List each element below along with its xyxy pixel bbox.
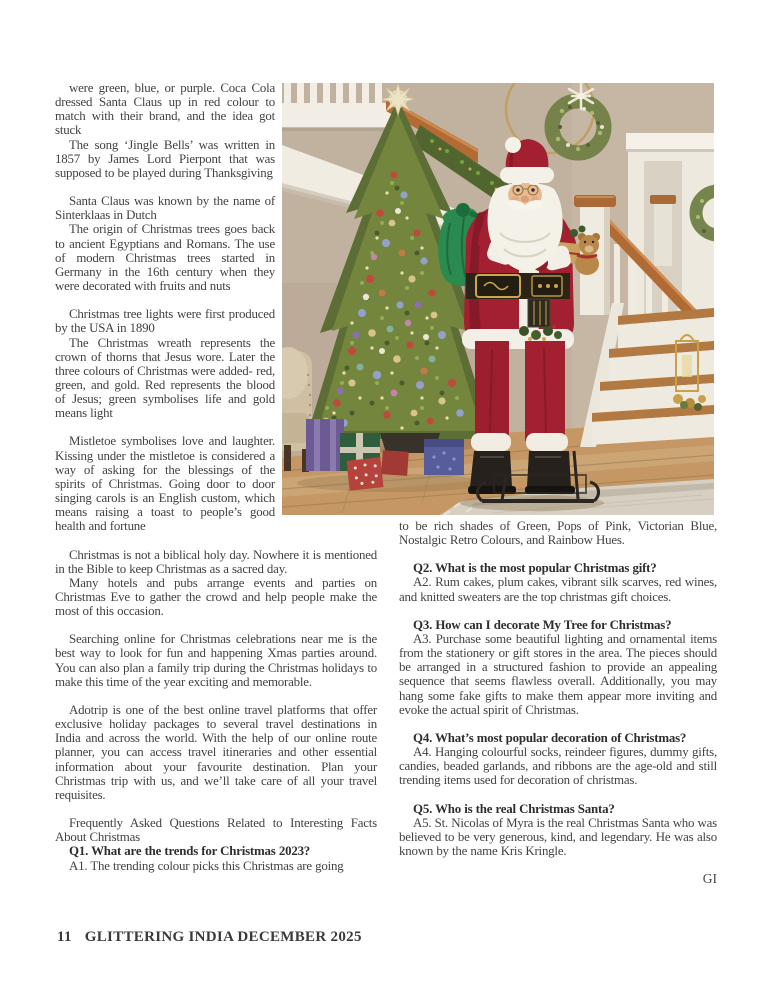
- paragraph-adotrip: Adotrip is one of the best online travel platforms that offer exclusive holiday packages to several travel destinations in India and across the world. With the help of our online route planner, you can access travel itineraries and other essential information about your favourite destination. Plan your Christmas trip with us, and we’ll take care of all your travel requisites.: [55, 702, 377, 802]
- question-q2: Q2. What is the most popular Christmas gift?: [413, 561, 657, 576]
- page-number: 11: [57, 929, 72, 945]
- paragraph-tree-lights: Christmas tree lights were first produced by the USA in 1890: [55, 307, 275, 336]
- santa-lantern: [528, 299, 550, 327]
- paragraph-searching-online: Searching online for Christmas celebrations near me is the best way to look for fun and happening Xmas parties around. You can also plan a family trip during the Christmas holidays to make this time of the year exciting and memorable.: [55, 632, 377, 689]
- paragraph-sinterklaas: Santa Claus was known by the name of Sinterklaas in Dutch: [55, 194, 275, 223]
- paragraph-hotels-pubs: Many hotels and pubs arrange events and parties on Christmas Eve to gather the crowd and help people make the most of this occasion.: [55, 575, 377, 619]
- magazine-brand-mark: GI: [702, 871, 717, 887]
- right-column: [399, 519, 717, 887]
- magazine-title-line: GLITTERING INDIA DECEMBER 2025: [84, 929, 362, 945]
- santa-belt: [466, 273, 570, 299]
- faq-section-heading: Frequently Asked Questions Related to Interesting Facts About Christmas: [55, 816, 377, 845]
- paragraph-mistletoe: Mistletoe symbolises love and laughter. Kissing under the mistletoe is considered a way of asking for the blessings of the spirits of Christmas. Going door to door singing carols is an English custom, which means raising a toast to people’s good health and fortune: [55, 434, 275, 534]
- answer-a2: A2. Rum cakes, plum cakes, vibrant silk scarves, red wines, and knitted sweaters are the top christmas gift choices.: [399, 575, 717, 604]
- paragraph-biblical: Christmas is not a biblical holy day. Nowhere it is mentioned in the Bible to keep Christmas as a sacred day.: [55, 547, 377, 576]
- answer-a4: A4. Hanging colourful socks, reindeer figures, dummy gifts, candies, beaded garlands, and ribbons are the age-old and still trending items used for decoration of christmas.: [399, 745, 717, 788]
- question-q3: Q3. How can I decorate My Tree for Christmas?: [413, 617, 672, 632]
- question-q5: Q5. Who is the real Christmas Santa?: [413, 801, 615, 816]
- paragraph-coca-cola: were green, blue, or purple. Coca Cola dressed Santa Claus up in red colour to match with their brand, and the idea got stuck: [55, 81, 275, 138]
- question-q4: Q4. What’s most popular decoration of Christmas?: [413, 730, 687, 745]
- answer-a5: A5. St. Nicolas of Myra is the real Christmas Santa who was believed to be very generous, kind, and legendary. He was also known by the name Kris Kringle.: [399, 815, 717, 858]
- paragraph-tree-origin: The origin of Christmas trees goes back to ancient Egyptians and Romans. The use of modern Christmas trees started in Germany in the 16th century when they were decorated with fruits and nuts: [55, 222, 275, 294]
- answer-a1-continued: to be rich shades of Green, Pops of Pink, Victorian Blue, Nostalgic Retro Colours, and Rainbow Hues.: [399, 519, 717, 548]
- answer-a3: A3. Purchase some beautiful lighting and ornamental items from the stationery or gift stores in the area. The pieces should be arranged in a structured fashion to provide an appealing sequence that seems flawless overall. Additionally, you may hang some fake gifts to make them appear more inviting and evoke the actual spirit of Christmas.: [399, 631, 717, 717]
- paragraph-jingle-bells: The song ‘Jingle Bells’ was written in 1857 by James Lord Pierpont that was supposed to be played during Thanksgiving: [55, 137, 275, 180]
- tree-star: [382, 84, 414, 115]
- answer-a1: A1. The trending colour picks this Christmas are going: [69, 858, 344, 873]
- image-wrap-spacer: [275, 81, 377, 515]
- page-footer: [57, 929, 362, 946]
- left-column: [55, 81, 377, 873]
- question-q1: Q1. What are the trends for Christmas 2023?: [69, 844, 311, 859]
- paragraph-wreath: The Christmas wreath represents the crown of thorns that Jesus wore. Later the three colours of Christmas were added- red, green, and gold. Red represents the blood of Jesus; green symbolises life and gold means light: [55, 335, 275, 421]
